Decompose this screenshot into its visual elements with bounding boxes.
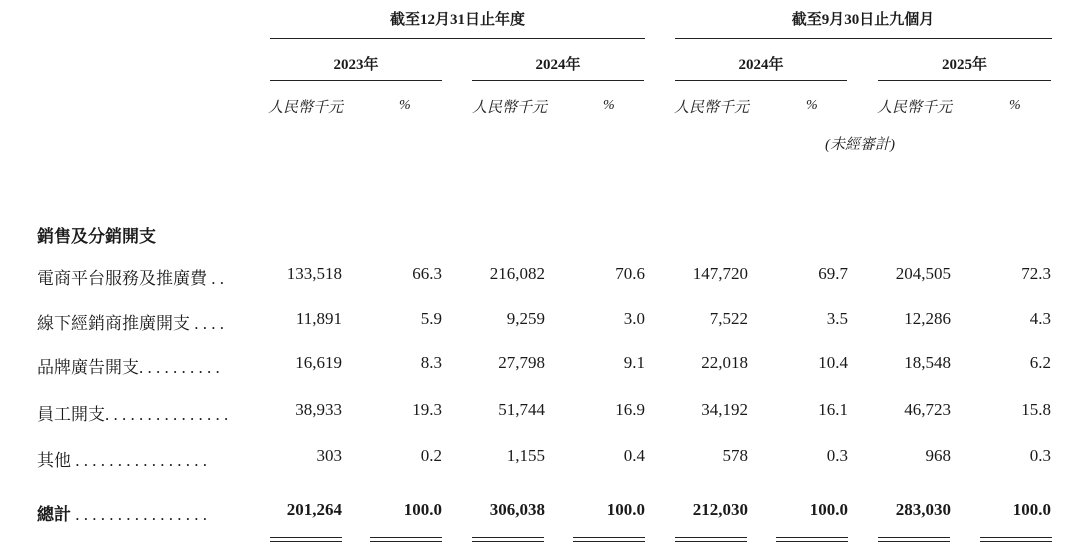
table-row-1-cell-amount-1: 133,518	[286, 264, 342, 283]
unit-header-4: 人民幣千元	[877, 100, 953, 116]
total-double-rule-2	[370, 537, 442, 542]
table-row-1-cell-pct-2: 70.6	[615, 264, 645, 283]
table-row-4-cell-amount-4: 46,723	[904, 400, 951, 419]
header-group-year-ended: 截至12月31日止年度	[389, 12, 525, 28]
unaudited-note: (未經審計)	[825, 137, 895, 153]
pct-header-4: %	[1009, 98, 1021, 113]
table-row-5-label	[37, 446, 207, 471]
year-2024-a: 2024年	[535, 57, 581, 73]
table-row-3-cell-amount-3: 22,018	[701, 353, 748, 372]
year-rule-2024-a	[472, 80, 644, 81]
total-double-rule-3	[472, 537, 544, 542]
table-row-1-cell-pct-3: 69.7	[818, 264, 848, 283]
table-row-4-cell-amount-1: 38,933	[295, 400, 342, 419]
total-row-cell-amount-4: 283,030	[895, 500, 951, 519]
table-row-3-cell-amount-2: 27,798	[498, 353, 545, 372]
table-row-2-label-text: 線下經銷商推廣開支	[37, 314, 190, 333]
table-row-2-cell-amount-1: 11,891	[295, 309, 342, 328]
table-row-4-cell-pct-4: 15.8	[1021, 400, 1051, 419]
table-row-3-cell-pct-3: 10.4	[818, 353, 848, 372]
table-row-2-cell-amount-3: 7,522	[709, 309, 748, 328]
header-group-rule-1	[270, 38, 645, 39]
table-row-4-cell-amount-3: 34,192	[701, 400, 748, 419]
total-double-rule-4	[573, 537, 645, 542]
table-row-1-leader-dots: . .	[207, 269, 224, 288]
table-row-5-cell-pct-2: 0.4	[623, 446, 645, 465]
table-row-2-cell-pct-1: 5.9	[420, 309, 442, 328]
table-row-3-label-text: 品牌廣告開支	[37, 358, 139, 377]
table-row-1-cell-amount-2: 216,082	[489, 264, 545, 283]
total-row-cell-amount-3: 212,030	[692, 500, 748, 519]
table-row-3-cell-pct-1: 8.3	[420, 353, 442, 372]
year-2023: 2023年	[333, 57, 379, 73]
table-row-2-cell-amount-2: 9,259	[506, 309, 545, 328]
unit-header-1: 人民幣千元	[268, 100, 344, 116]
section-title: 銷售及分銷開支	[37, 227, 156, 246]
total-row-label	[37, 500, 207, 525]
total-row-leader-dots: . . . . . . . . . . . . . . . .	[71, 505, 207, 524]
table-row-3-cell-amount-4: 18,548	[904, 353, 951, 372]
header-group-nine-months: 截至9月30日止九個月	[791, 12, 935, 28]
table-row-5-cell-amount-2: 1,155	[506, 446, 545, 465]
total-double-rule-1	[270, 537, 342, 542]
total-row-cell-pct-4: 100.0	[1012, 500, 1051, 519]
table-row-4-label	[37, 400, 228, 425]
total-row-cell-pct-3: 100.0	[809, 500, 848, 519]
table-row-5-cell-amount-3: 578	[722, 446, 748, 465]
total-row-cell-amount-2: 306,038	[489, 500, 545, 519]
total-row-cell-pct-1: 100.0	[403, 500, 442, 519]
table-row-4-cell-pct-3: 16.1	[818, 400, 848, 419]
year-2024-b: 2024年	[738, 57, 784, 73]
table-row-3-cell-pct-2: 9.1	[623, 353, 645, 372]
table-row-5-cell-pct-3: 0.3	[826, 446, 848, 465]
year-rule-2023	[270, 80, 442, 81]
total-double-rule-8	[980, 537, 1052, 542]
total-row-cell-pct-2: 100.0	[606, 500, 645, 519]
table-row-1-label	[37, 264, 224, 289]
table-row-4-label-text: 員工開支	[37, 405, 105, 424]
pct-header-1: %	[399, 98, 411, 113]
pct-header-3: %	[806, 98, 818, 113]
table-row-2-cell-pct-2: 3.0	[623, 309, 645, 328]
total-double-rule-6	[776, 537, 848, 542]
table-row-2-label	[37, 309, 224, 334]
total-row-cell-amount-1: 201,264	[286, 500, 342, 519]
year-rule-2025	[878, 80, 1051, 81]
table-row-5-leader-dots: . . . . . . . . . . . . . . . .	[71, 451, 207, 470]
table-row-5-cell-amount-4: 968	[925, 446, 951, 465]
table-row-5-label-text: 其他	[37, 451, 71, 470]
table-row-2-leader-dots: . . . .	[190, 314, 224, 333]
table-row-2-cell-pct-3: 3.5	[826, 309, 848, 328]
header-group-rule-2	[675, 38, 1052, 39]
table-row-5-cell-pct-1: 0.2	[420, 446, 442, 465]
table-row-1-cell-pct-1: 66.3	[412, 264, 442, 283]
table-row-2-cell-amount-4: 12,286	[904, 309, 951, 328]
year-rule-2024-b	[675, 80, 847, 81]
total-double-rule-7	[878, 537, 950, 542]
table-row-3-cell-pct-4: 6.2	[1029, 353, 1051, 372]
table-row-3-leader-dots: . . . . . . . . . .	[139, 358, 220, 377]
year-2025: 2025年	[941, 57, 987, 73]
table-row-1-cell-amount-3: 147,720	[692, 264, 748, 283]
table-row-4-leader-dots: . . . . . . . . . . . . . . .	[105, 405, 229, 424]
table-row-3-cell-amount-1: 16,619	[295, 353, 342, 372]
unit-header-2: 人民幣千元	[472, 100, 548, 116]
table-row-5-cell-pct-4: 0.3	[1029, 446, 1051, 465]
table-row-4-cell-amount-2: 51,744	[498, 400, 545, 419]
table-row-2-cell-pct-4: 4.3	[1029, 309, 1051, 328]
table-row-1-cell-amount-4: 204,505	[895, 264, 951, 283]
table-row-1-label-text: 電商平台服務及推廣費	[37, 269, 207, 288]
table-row-5-cell-amount-1: 303	[316, 446, 342, 465]
table-row-4-cell-pct-2: 16.9	[615, 400, 645, 419]
table-row-4-cell-pct-1: 19.3	[412, 400, 442, 419]
total-double-rule-5	[675, 537, 747, 542]
total-row-label-text: 總計	[37, 505, 71, 524]
table-row-1-cell-pct-4: 72.3	[1021, 264, 1051, 283]
pct-header-2: %	[603, 98, 615, 113]
table-row-3-label	[37, 353, 220, 378]
unit-header-3: 人民幣千元	[674, 100, 750, 116]
